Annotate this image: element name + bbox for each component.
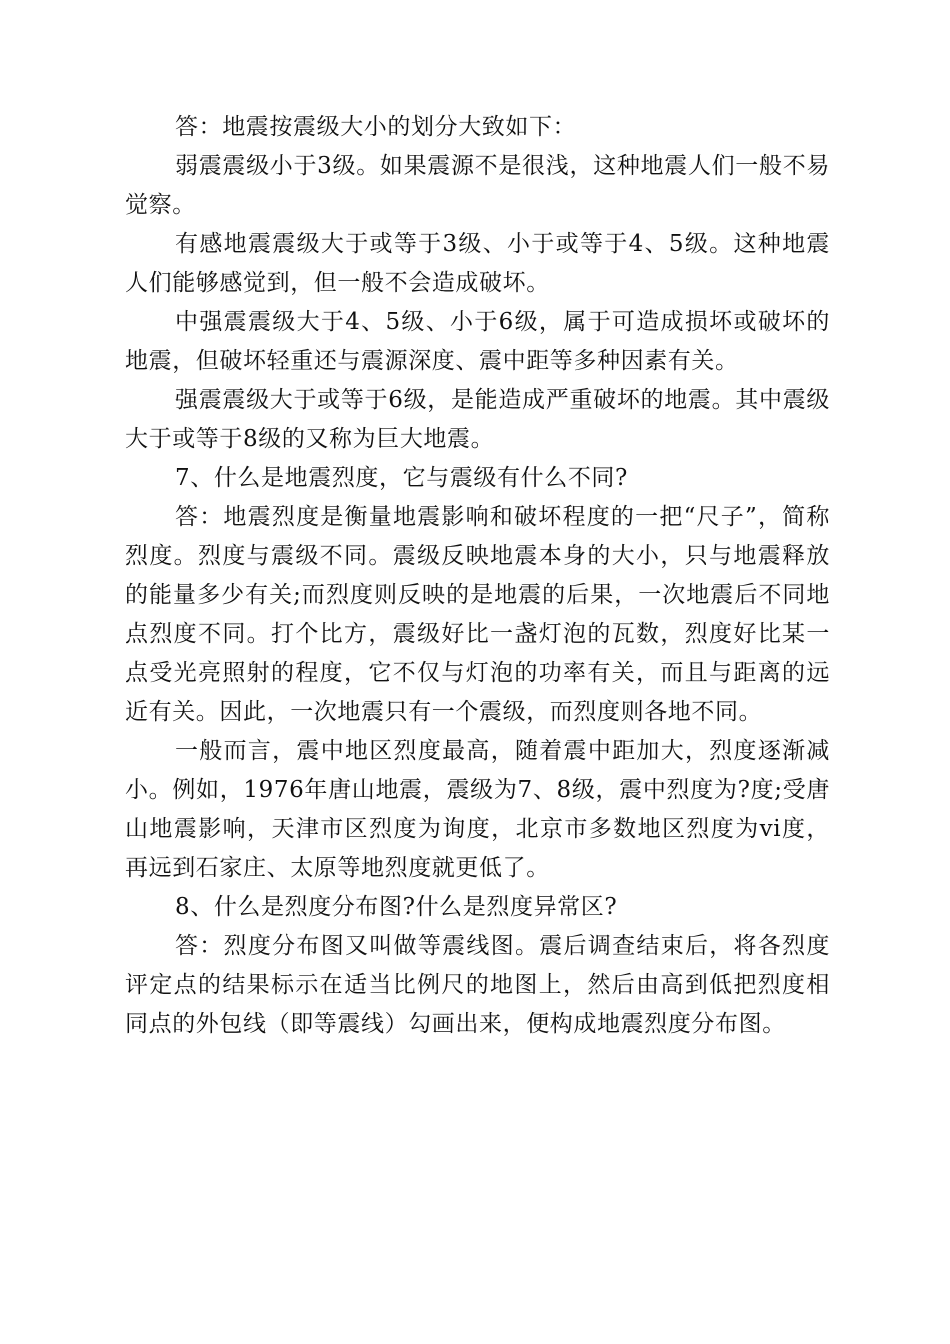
- paragraph-answer-isoseismal: 答：烈度分布图又叫做等震线图。震后调查结束后，将各烈度评定点的结果标示在适当比例尺的地图上，然后由高到低把烈度相同点的外包线（即等震线）勾画出来，便构成地震烈度分布图。: [125, 933, 830, 1037]
- question-7-heading: 7、什么是地震烈度，它与震级有什么不同?: [175, 465, 628, 491]
- paragraph-weak-earthquake: 弱震震级小于3级。如果震源不是很浅，这种地震人们一般不易觉察。: [125, 153, 830, 218]
- document-body: [125, 108, 830, 1044]
- paragraph-answer-intensity: 答：地震烈度是衡量地震影响和破坏程度的一把“尺子”，简称烈度。烈度与震级不同。震级反映地震本身的大小，只与地震释放的能量多少有关;而烈度则反映的是地震的后果，一次地震后不同地点烈度不同。打个比方，震级好比一盏灯泡的瓦数，烈度好比某一点受光亮照射的程度，它不仅与灯泡的功率有关，而且与距离的远近有关。因此，一次地震只有一个震级，而烈度则各地不同。: [125, 504, 830, 725]
- paragraph-moderate-earthquake: 中强震震级大于4、5级、小于6级，属于可造成损坏或破坏的地震，但破坏轻重还与震源深度、震中距等多种因素有关。: [125, 309, 830, 374]
- paragraph-answer-magnitude-intro: 答：地震按震级大小的划分大致如下：: [175, 114, 577, 140]
- paragraph-felt-earthquake: 有感地震震级大于或等于3级、小于或等于4、5级。这种地震人们能够感觉到，但一般不会造成破坏。: [125, 231, 830, 296]
- question-8-heading: 8、什么是烈度分布图?什么是烈度异常区?: [175, 894, 618, 920]
- paragraph-strong-earthquake: 强震震级大于或等于6级，是能造成严重破坏的地震。其中震级大于或等于8级的又称为巨大地震。: [125, 387, 830, 452]
- paragraph-intensity-example: 一般而言，震中地区烈度最高，随着震中距加大，烈度逐渐减小。例如，1976年唐山地震，震级为7、8级，震中烈度为?度;受唐山地震影响，天津市区烈度为询度，北京市多数地区烈度为vi度，再远到石家庄、太原等地烈度就更低了。: [125, 738, 830, 881]
